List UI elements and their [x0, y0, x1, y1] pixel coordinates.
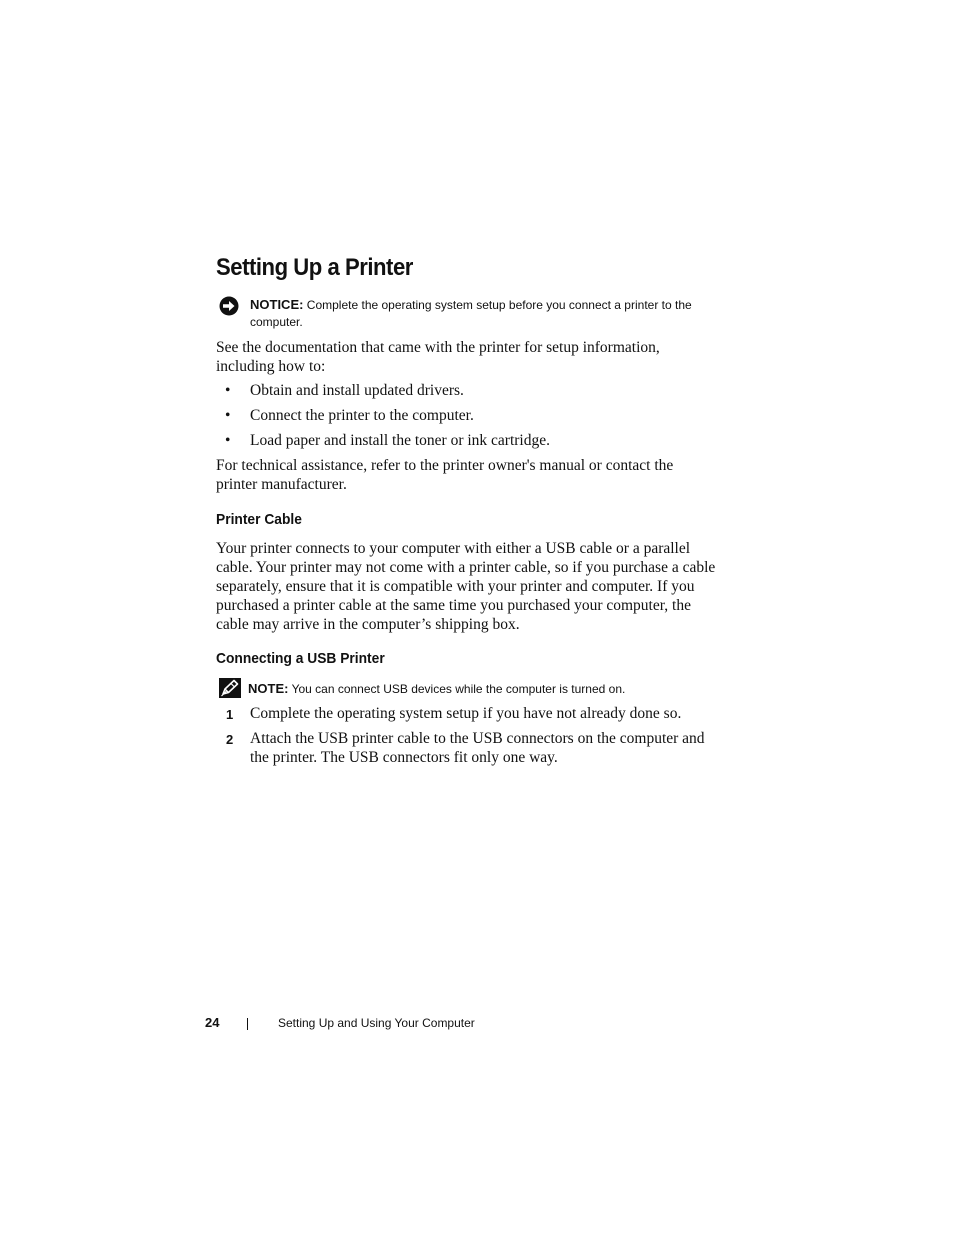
chapter-title: Setting Up and Using Your Computer: [278, 1016, 475, 1030]
note-pencil-icon: [219, 678, 241, 698]
note-label: NOTE:: [248, 681, 289, 696]
usb-printer-heading: Connecting a USB Printer: [216, 650, 385, 667]
bullet-icon: •: [225, 382, 231, 399]
bullet-icon: •: [225, 432, 231, 449]
list-item: [216, 729, 716, 767]
notice-body: Complete the operating system setup before you connect a printer to the computer.: [250, 298, 692, 329]
printer-cable-paragraph: Your printer connects to your computer with either a USB cable or a parallel cable. Your printer may not come with a printer cable, so if you purchase a cable separately, ensure that it is compatible with your printer and computer. If you purchased a printer cable at the same time you purchased your computer, the cable may arrive in the computer’s shipping box.: [216, 540, 716, 633]
step-text: Attach the USB printer cable to the USB connectors on the computer and the printer. The USB connectors fit only one way.: [250, 730, 705, 766]
bullet-text: Obtain and install updated drivers.: [250, 382, 464, 399]
notice-arrow-icon: [219, 296, 239, 316]
bullet-icon: •: [225, 407, 231, 424]
usb-steps-list: [216, 704, 716, 767]
note-text: [248, 680, 718, 698]
list-item: [216, 406, 716, 431]
page-number: 24: [205, 1015, 220, 1030]
list-item: [216, 704, 716, 729]
bullet-text: Load paper and install the toner or ink cartridge.: [250, 432, 550, 449]
list-item: [216, 431, 716, 456]
setup-bullet-list: [216, 381, 716, 456]
list-item: [216, 381, 716, 406]
notice-label: NOTICE:: [250, 297, 304, 312]
step-number: 2: [226, 732, 234, 747]
bullet-text: Connect the printer to the computer.: [250, 407, 474, 424]
intro-paragraph: See the documentation that came with the printer for setup information, including how to:: [216, 339, 660, 375]
page-title: Setting Up a Printer: [216, 254, 413, 281]
printer-cable-heading: Printer Cable: [216, 511, 302, 528]
note-body: You can connect USB devices while the computer is turned on.: [288, 682, 626, 696]
step-number: 1: [226, 707, 234, 722]
page-footer: [205, 1015, 705, 1035]
assistance-paragraph: For technical assistance, refer to the printer owner's manual or contact the printer manufacturer.: [216, 457, 674, 493]
notice-text: [250, 296, 720, 331]
step-text: Complete the operating system setup if you have not already done so.: [250, 705, 682, 722]
footer-divider: [247, 1018, 248, 1030]
